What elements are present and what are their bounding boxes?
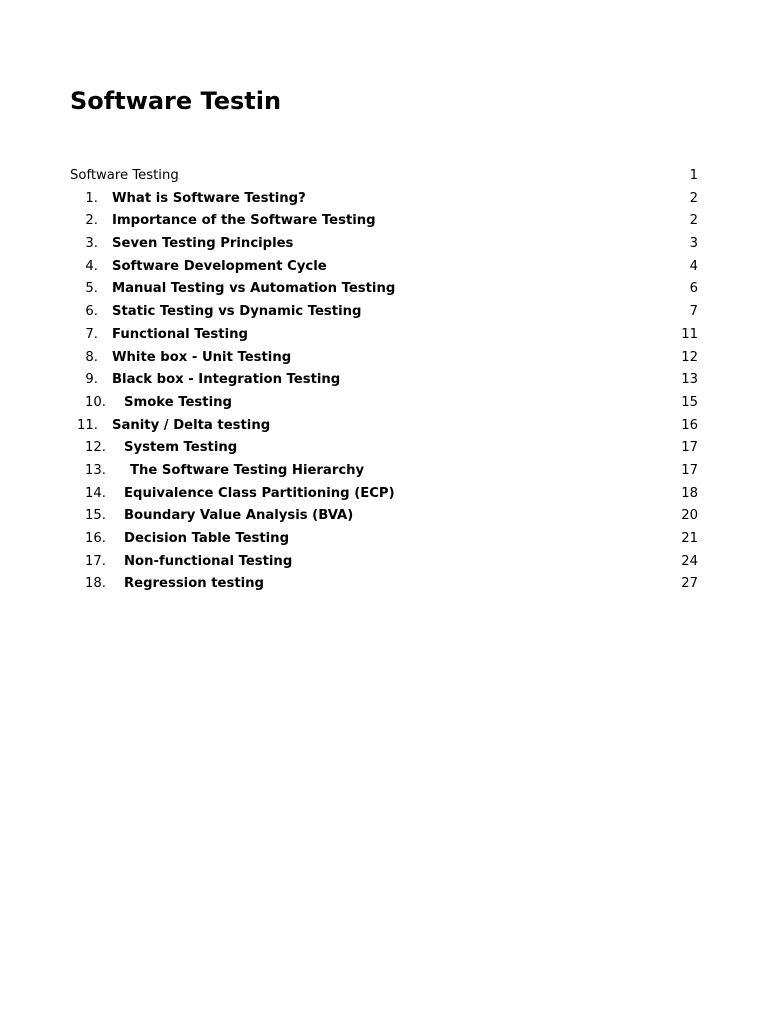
toc-entry-label: The Software Testing Hierarchy bbox=[130, 462, 365, 478]
toc-entry-number: 7. bbox=[85, 326, 98, 342]
toc-entry[interactable] bbox=[70, 301, 698, 324]
toc-page-number: 1 bbox=[689, 168, 698, 183]
toc-page-number: 2 bbox=[689, 190, 698, 206]
toc-entry[interactable] bbox=[70, 460, 698, 483]
toc-entry-label: Boundary Value Analysis (BVA) bbox=[124, 508, 354, 524]
toc-page-number: 6 bbox=[689, 281, 698, 297]
toc-entry-number: 4. bbox=[85, 258, 98, 274]
toc-entry-label: Equivalence Class Partitioning (ECP) bbox=[124, 485, 395, 501]
toc-entry-number: 15. bbox=[85, 508, 106, 524]
toc-entry-label: Importance of the Software Testing bbox=[112, 213, 376, 229]
toc-page-number: 3 bbox=[689, 236, 698, 252]
toc-entry-number: 10. bbox=[85, 394, 106, 410]
toc-entry-label: Non-functional Testing bbox=[124, 553, 293, 569]
toc-entry-label: Smoke Testing bbox=[124, 394, 232, 410]
toc-entry[interactable] bbox=[70, 551, 698, 574]
toc-entry[interactable] bbox=[70, 483, 698, 506]
toc-page-number: 16 bbox=[681, 417, 698, 433]
table-of-contents bbox=[70, 165, 698, 596]
toc-entry[interactable] bbox=[70, 278, 698, 301]
toc-entry-number: 5. bbox=[85, 281, 98, 297]
toc-entry-number: 1. bbox=[85, 190, 98, 206]
toc-entry-label: Black box - Integration Testing bbox=[112, 372, 341, 388]
toc-entry-number: 8. bbox=[85, 349, 98, 365]
toc-entry-number: 9. bbox=[85, 372, 98, 388]
toc-entry[interactable] bbox=[70, 233, 698, 256]
toc-entry-label: What is Software Testing? bbox=[112, 190, 306, 206]
toc-entry-label: System Testing bbox=[124, 440, 238, 456]
toc-entry[interactable] bbox=[70, 505, 698, 528]
toc-entry-label: Software Development Cycle bbox=[112, 258, 327, 274]
toc-entry-number: 16. bbox=[85, 531, 106, 546]
toc-entry[interactable] bbox=[70, 347, 698, 370]
toc-entry[interactable] bbox=[70, 528, 698, 551]
toc-entry-label: Seven Testing Principles bbox=[112, 236, 294, 252]
toc-entry-label: Regression testing bbox=[124, 576, 264, 592]
toc-entry[interactable] bbox=[70, 324, 698, 347]
toc-page-number: 15 bbox=[681, 394, 698, 410]
toc-page-number: 17 bbox=[681, 440, 698, 456]
toc-entry-label: White box - Unit Testing bbox=[112, 349, 292, 365]
toc-page-number: 27 bbox=[681, 576, 698, 592]
toc-entry[interactable] bbox=[70, 188, 698, 211]
toc-entry[interactable] bbox=[70, 437, 698, 460]
toc-entry-top[interactable] bbox=[70, 165, 698, 188]
toc-page-number: 17 bbox=[681, 462, 698, 478]
toc-entry[interactable] bbox=[70, 415, 698, 438]
toc-entry-number: 12. bbox=[85, 440, 106, 456]
toc-page-number: 11 bbox=[681, 326, 698, 342]
toc-entry-number: 17. bbox=[85, 553, 106, 569]
toc-entry-label: Software Testing bbox=[70, 168, 179, 183]
toc-entry-number: 13. bbox=[85, 462, 106, 478]
toc-page-number: 4 bbox=[689, 258, 698, 274]
toc-entry[interactable] bbox=[70, 369, 698, 392]
toc-page-number: 21 bbox=[681, 531, 698, 546]
toc-entry-label: Static Testing vs Dynamic Testing bbox=[112, 304, 362, 320]
toc-page-number: 7 bbox=[689, 304, 698, 320]
toc-entry[interactable] bbox=[70, 392, 698, 415]
toc-entry-number: 14. bbox=[85, 485, 106, 501]
toc-entry-number: 18. bbox=[85, 576, 106, 592]
toc-entry[interactable] bbox=[70, 256, 698, 279]
toc-entry-label: Decision Table Testing bbox=[124, 531, 290, 546]
toc-entry-number: 2. bbox=[85, 213, 98, 229]
toc-entry-number: 6. bbox=[85, 304, 98, 320]
toc-page-number: 20 bbox=[681, 508, 698, 524]
document-title: Software Testin bbox=[70, 87, 282, 115]
toc-entry-number: 11. bbox=[77, 417, 98, 433]
toc-entry-label: Manual Testing vs Automation Testing bbox=[112, 281, 396, 297]
toc-page-number: 12 bbox=[681, 349, 698, 365]
toc-entry[interactable] bbox=[70, 210, 698, 233]
toc-entry[interactable] bbox=[70, 573, 698, 596]
toc-page-number: 24 bbox=[681, 553, 698, 569]
toc-page-number: 13 bbox=[681, 372, 698, 388]
toc-page-number: 2 bbox=[689, 213, 698, 229]
toc-entry-label: Functional Testing bbox=[112, 326, 248, 342]
toc-entry-number: 3. bbox=[85, 236, 98, 252]
toc-entry-label: Sanity / Delta testing bbox=[112, 417, 271, 433]
toc-page-number: 18 bbox=[681, 485, 698, 501]
